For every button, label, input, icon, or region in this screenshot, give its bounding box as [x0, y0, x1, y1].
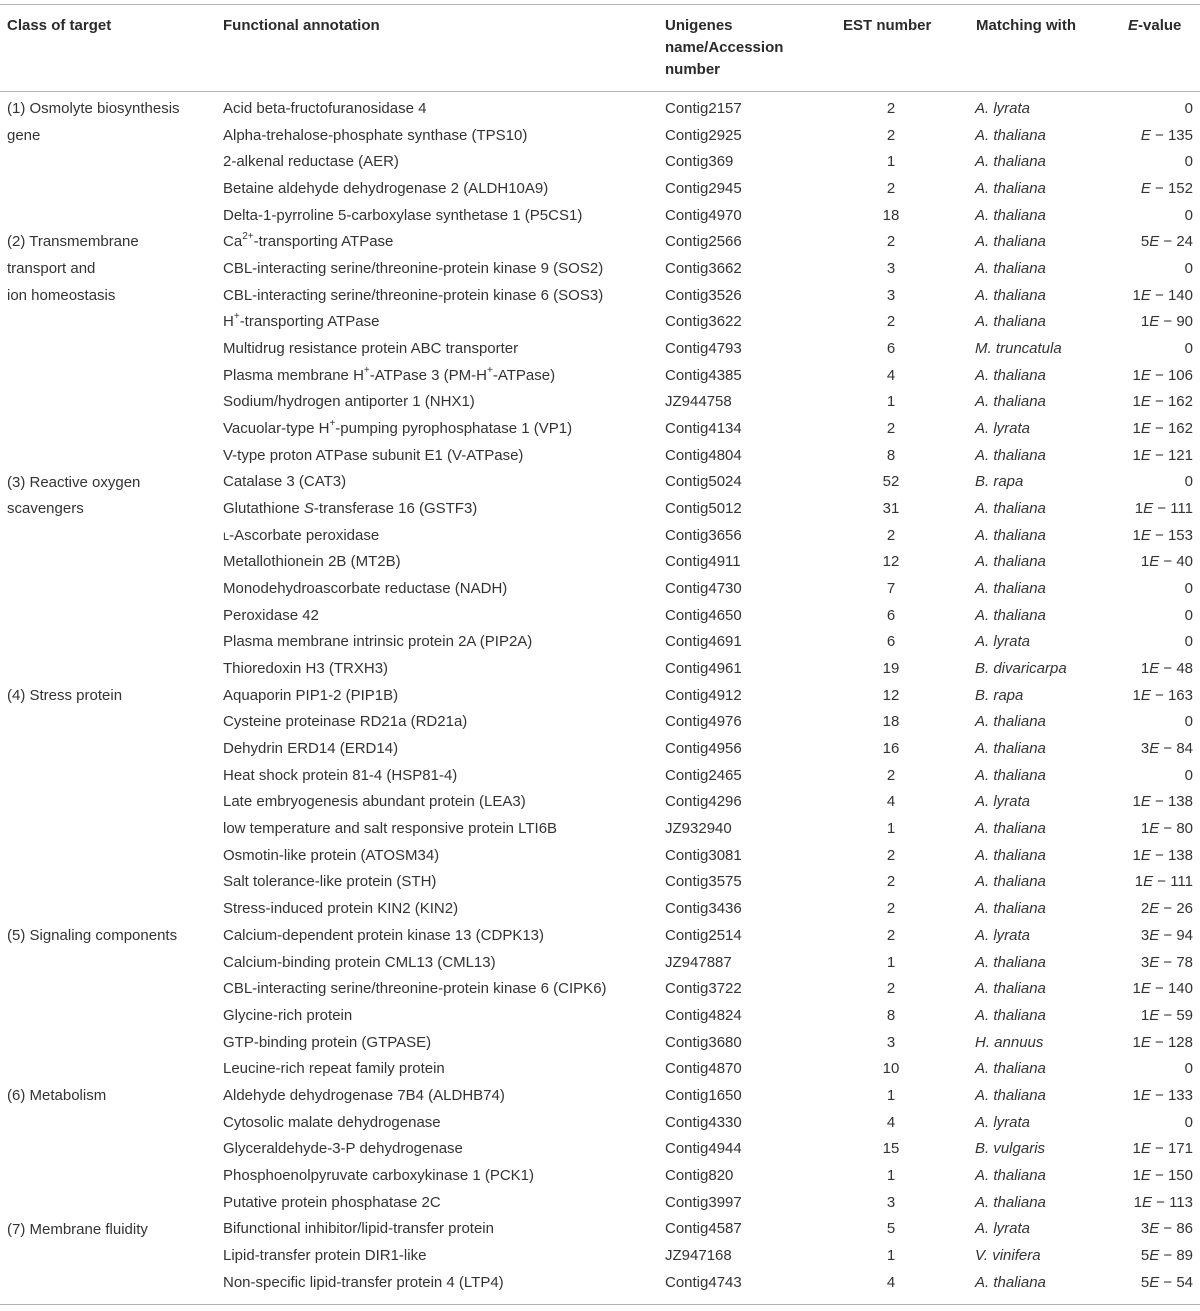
- matching-species-cell: A. thaliana: [975, 446, 1046, 464]
- functional-annotation-cell: Sodium/hydrogen antiporter 1 (NHX1): [223, 393, 475, 411]
- unigene-cell: Contig4912: [665, 686, 742, 704]
- unigene-cell: Contig4691: [665, 633, 742, 651]
- table-row: [0, 523, 1200, 550]
- evalue-cell: 1E − 162: [1132, 393, 1193, 411]
- matching-species-cell: B. vulgaris: [975, 1140, 1046, 1158]
- evalue-cell: E − 152: [1140, 180, 1193, 198]
- est-number-cell: 2: [886, 766, 896, 784]
- table-row: [0, 709, 1200, 736]
- matching-species-cell: A. thaliana: [975, 846, 1046, 864]
- est-number-cell: 31: [882, 500, 900, 518]
- unigene-cell: Contig4944: [665, 1140, 742, 1158]
- class-of-target-cell: [7, 923, 207, 950]
- est-number-cell: 2: [886, 980, 896, 998]
- matching-species-cell: A. thaliana: [975, 820, 1046, 838]
- class-of-target-cell: [7, 470, 207, 523]
- matching-species-cell: A. thaliana: [975, 953, 1046, 971]
- evalue-cell: 5E − 24: [1140, 233, 1193, 251]
- evalue-cell: 1E − 150: [1132, 1166, 1193, 1184]
- class-of-target-cell: [7, 683, 207, 710]
- evalue-cell: 1E − 163: [1132, 686, 1193, 704]
- functional-annotation-cell: Catalase 3 (CAT3): [223, 473, 347, 491]
- est-number-cell: 15: [882, 1140, 900, 1158]
- functional-annotation-cell: CBL-interacting serine/threonine-protein kinase 6 (SOS3): [223, 286, 604, 304]
- table-body: [0, 96, 1200, 1296]
- class-of-target-line: (6) Metabolism: [7, 1087, 107, 1105]
- unigene-cell: Contig2514: [665, 926, 742, 944]
- evalue-cell: E − 135: [1140, 126, 1193, 144]
- evalue-cell: 1E − 40: [1140, 553, 1193, 571]
- table-row: [0, 149, 1200, 176]
- est-number-cell: 2: [886, 926, 896, 944]
- evalue-cell: 5E − 89: [1140, 1246, 1193, 1264]
- matching-species-cell: A. thaliana: [975, 1166, 1046, 1184]
- table-row: [0, 1110, 1200, 1137]
- unigene-cell: Contig3081: [665, 846, 742, 864]
- bottom-rule: [0, 1304, 1200, 1305]
- matching-species-cell: V. vinifera: [975, 1246, 1041, 1264]
- functional-annotation-cell: Peroxidase 42: [223, 606, 319, 624]
- matching-species-cell: A. thaliana: [975, 1086, 1046, 1104]
- est-number-cell: 52: [882, 473, 900, 491]
- class-of-target-cell: [7, 1217, 207, 1244]
- matching-species-cell: A. thaliana: [975, 286, 1046, 304]
- est-number-cell: 2: [886, 846, 896, 864]
- table-row: [0, 416, 1200, 443]
- matching-species-cell: A. thaliana: [975, 580, 1046, 598]
- evalue-cell: 0: [1184, 153, 1193, 171]
- functional-annotation-cell: CBL-interacting serine/threonine-protein kinase 6 (CIPK6): [223, 980, 607, 998]
- table-row: [0, 896, 1200, 923]
- evalue-cell: 3E − 86: [1140, 1220, 1193, 1238]
- evalue-cell: 2E − 26: [1140, 900, 1193, 918]
- matching-species-cell: A. lyrata: [975, 633, 1031, 651]
- est-number-cell: 3: [886, 1193, 896, 1211]
- unigene-cell: Contig4824: [665, 1006, 742, 1024]
- table-row: [0, 763, 1200, 790]
- functional-annotation-cell: Calcium-dependent protein kinase 13 (CDPK13): [223, 926, 545, 944]
- header-evalue-rest: -value: [1138, 17, 1182, 34]
- functional-annotation-cell: Glyceraldehyde-3-P dehydrogenase: [223, 1140, 463, 1158]
- est-number-cell: 6: [886, 633, 896, 651]
- evalue-cell: 1E − 48: [1140, 660, 1193, 678]
- table-row: [0, 976, 1200, 1003]
- class-of-target-line: ion homeostasis: [7, 286, 116, 304]
- est-number-cell: 3: [886, 286, 896, 304]
- matching-species-cell: A. thaliana: [975, 873, 1046, 891]
- est-number-cell: 1: [886, 820, 896, 838]
- est-number-cell: 18: [882, 713, 900, 731]
- evalue-cell: 0: [1184, 580, 1193, 598]
- evalue-cell: 1E − 140: [1132, 286, 1193, 304]
- header-unigenes-line2: name/Accession: [665, 39, 784, 56]
- evalue-cell: 1E − 140: [1132, 980, 1193, 998]
- est-number-cell: 18: [882, 206, 900, 224]
- table-row: [0, 389, 1200, 416]
- evalue-cell: 1E − 113: [1133, 1193, 1193, 1211]
- est-number-cell: 1: [886, 393, 896, 411]
- unigene-cell: Contig369: [665, 153, 734, 171]
- header-est: EST number: [843, 17, 932, 34]
- est-number-cell: 3: [886, 260, 896, 278]
- unigene-cell: Contig4587: [665, 1220, 742, 1238]
- functional-annotation-cell: Metallothionein 2B (MT2B): [223, 553, 401, 571]
- est-number-cell: 2: [886, 873, 896, 891]
- matching-species-cell: A. thaliana: [975, 260, 1046, 278]
- unigene-cell: Contig3997: [665, 1193, 742, 1211]
- table-row: [0, 950, 1200, 977]
- table-row: [0, 843, 1200, 870]
- functional-annotation-cell: Late embryogenesis abundant protein (LEA3): [223, 793, 526, 811]
- evalue-cell: 1E − 138: [1132, 793, 1193, 811]
- est-number-cell: 6: [886, 606, 896, 624]
- unigene-cell: Contig5024: [665, 473, 742, 491]
- est-number-cell: 16: [882, 740, 900, 758]
- evalue-cell: 1E − 133: [1132, 1086, 1193, 1104]
- functional-annotation-cell: low temperature and salt responsive protein LTI6B: [223, 820, 558, 838]
- matching-species-cell: A. thaliana: [975, 1006, 1046, 1024]
- unigene-cell: Contig4385: [665, 366, 742, 384]
- matching-species-cell: A. thaliana: [975, 206, 1046, 224]
- functional-annotation-cell: Vacuolar-type H+-pumping pyrophosphatase 1 (VP1): [223, 418, 573, 438]
- matching-species-cell: A. thaliana: [975, 526, 1046, 544]
- unigene-cell: Contig4296: [665, 793, 742, 811]
- table-row: [0, 1136, 1200, 1163]
- est-number-cell: 6: [886, 340, 896, 358]
- functional-annotation-cell: L-Ascorbate peroxidase: [223, 526, 380, 544]
- functional-annotation-cell: Thioredoxin H3 (TRXH3): [223, 660, 389, 678]
- functional-annotation-cell: Alpha-trehalose-phosphate synthase (TPS10): [223, 126, 528, 144]
- functional-annotation-cell: Calcium-binding protein CML13 (CML13): [223, 953, 496, 971]
- est-number-cell: 4: [886, 793, 896, 811]
- header-unigenes: [665, 15, 815, 81]
- matching-species-cell: B. rapa: [975, 473, 1024, 491]
- unigene-cell: Contig3526: [665, 286, 742, 304]
- table-row: [0, 1190, 1200, 1217]
- matching-species-cell: A. thaliana: [975, 980, 1046, 998]
- functional-annotation-cell: $Ca^{2+}$-transporting ATPase: [223, 231, 394, 251]
- functional-annotation-cell: Phosphoenolpyruvate carboxykinase 1 (PCK1): [223, 1166, 535, 1184]
- evalue-cell: 1E − 80: [1140, 820, 1193, 838]
- est-number-cell: 1: [886, 1086, 896, 1104]
- functional-annotation-cell: Lipid-transfer protein DIR1-like: [223, 1246, 427, 1264]
- functional-annotation-cell: Delta-1-pyrroline 5-carboxylase synthetase 1 (P5CS1): [223, 206, 583, 224]
- est-number-cell: 12: [882, 686, 900, 704]
- evalue-cell: 0: [1184, 206, 1193, 224]
- matching-species-cell: A. thaliana: [975, 393, 1046, 411]
- matching-species-cell: M. truncatula: [975, 340, 1062, 358]
- unigene-cell: Contig4134: [665, 420, 742, 438]
- functional-annotation-cell: Salt tolerance-like protein (STH): [223, 873, 437, 891]
- unigene-cell: Contig820: [665, 1166, 734, 1184]
- unigene-cell: Contig5012: [665, 500, 742, 518]
- functional-annotation-cell: Plasma membrane intrinsic protein 2A (PIP2A): [223, 633, 533, 651]
- table-row: [0, 1056, 1200, 1083]
- evalue-cell: 0: [1184, 633, 1193, 651]
- matching-species-cell: A. thaliana: [975, 1193, 1046, 1211]
- class-of-target-line: gene: [7, 126, 41, 144]
- table-row: [0, 1030, 1200, 1057]
- unigene-cell: Contig4970: [665, 206, 742, 224]
- evalue-cell: 0: [1184, 260, 1193, 278]
- table-row: [0, 629, 1200, 656]
- functional-annotation-cell: 2-alkenal reductase (AER): [223, 153, 399, 171]
- unigene-cell: Contig2157: [665, 100, 742, 117]
- table-row: [0, 603, 1200, 630]
- matching-species-cell: A. thaliana: [975, 900, 1046, 918]
- unigene-cell: Contig4650: [665, 606, 742, 624]
- evalue-cell: 1E − 111: [1134, 873, 1193, 891]
- est-number-cell: 10: [882, 1060, 900, 1078]
- unigene-cell: JZ932940: [665, 820, 732, 838]
- matching-species-cell: H. annuus: [975, 1033, 1044, 1051]
- evalue-cell: 1E − 59: [1140, 1006, 1193, 1024]
- table-row: [0, 549, 1200, 576]
- unigene-cell: Contig4743: [665, 1273, 742, 1291]
- evalue-cell: 0: [1184, 1060, 1193, 1078]
- unigene-cell: Contig4976: [665, 713, 742, 731]
- class-of-target-cell: [7, 1083, 207, 1110]
- table-row: [0, 736, 1200, 763]
- matching-species-cell: A. thaliana: [975, 313, 1046, 331]
- class-of-target-line: (4) Stress protein: [7, 686, 123, 704]
- class-of-target-line: (2) Transmembrane: [7, 233, 139, 251]
- est-number-cell: 4: [886, 366, 896, 384]
- unigene-cell: Contig4961: [665, 660, 742, 678]
- est-number-cell: 4: [886, 1273, 896, 1291]
- unigene-cell: Contig2945: [665, 180, 742, 198]
- est-number-cell: 1: [886, 1246, 896, 1264]
- unigene-cell: Contig4956: [665, 740, 742, 758]
- est-number-cell: 2: [886, 526, 896, 544]
- unigene-cell: Contig3680: [665, 1033, 742, 1051]
- table-row: [0, 1243, 1200, 1270]
- class-of-target-cell: [7, 229, 207, 309]
- matching-species-cell: A. thaliana: [975, 766, 1046, 784]
- evalue-cell: 3E − 78: [1140, 953, 1193, 971]
- unigene-cell: Contig4330: [665, 1113, 742, 1131]
- matching-species-cell: A. thaliana: [975, 1273, 1046, 1291]
- functional-annotation-cell: Putative protein phosphatase 2C: [223, 1193, 441, 1211]
- unigene-cell: Contig4793: [665, 340, 742, 358]
- est-number-cell: 8: [886, 1006, 896, 1024]
- unigene-cell: Contig3656: [665, 526, 742, 544]
- evalue-cell: 1E − 128: [1132, 1033, 1193, 1051]
- evalue-cell: 1E − 111: [1134, 500, 1193, 518]
- functional-annotation-cell: CBL-interacting serine/threonine-protein kinase 9 (SOS2): [223, 260, 604, 278]
- unigene-cell: Contig4730: [665, 580, 742, 598]
- est-number-cell: 2: [886, 313, 896, 331]
- header-rule: [0, 91, 1200, 92]
- table-row: [0, 789, 1200, 816]
- matching-species-cell: A. lyrata: [975, 1220, 1031, 1238]
- est-number-cell: 1: [886, 153, 896, 171]
- est-number-cell: 2: [886, 100, 896, 117]
- table-row: [0, 443, 1200, 470]
- matching-species-cell: A. thaliana: [975, 713, 1046, 731]
- unigene-cell: Contig3575: [665, 873, 742, 891]
- class-of-target-line: transport and: [7, 260, 96, 278]
- unigene-cell: Contig2465: [665, 766, 742, 784]
- est-number-cell: 3: [886, 1033, 896, 1051]
- unigene-cell: Contig4804: [665, 446, 742, 464]
- evalue-cell: 1E − 90: [1140, 313, 1193, 331]
- functional-annotation-cell: GTP-binding protein (GTPASE): [223, 1033, 432, 1051]
- class-of-target-line: (3) Reactive oxygen: [7, 473, 141, 491]
- table-row: [0, 309, 1200, 336]
- functional-annotation-cell: Acid beta-fructofuranosidase 4: [223, 100, 427, 117]
- unigene-cell: Contig2925: [665, 126, 742, 144]
- class-of-target-cell: [7, 96, 207, 149]
- unigene-cell: JZ944758: [665, 393, 732, 411]
- evalue-cell: 1E − 121: [1132, 446, 1193, 464]
- est-number-cell: 2: [886, 233, 896, 251]
- matching-species-cell: A. lyrata: [975, 1113, 1031, 1131]
- matching-species-cell: A. lyrata: [975, 793, 1031, 811]
- matching-species-cell: A. thaliana: [975, 126, 1046, 144]
- evalue-cell: 5E − 54: [1140, 1273, 1193, 1291]
- est-number-cell: 1: [886, 953, 896, 971]
- table-row: [0, 576, 1200, 603]
- evalue-cell: 1E − 162: [1132, 420, 1193, 438]
- est-number-cell: 7: [886, 580, 896, 598]
- matching-species-cell: A. thaliana: [975, 153, 1046, 171]
- matching-species-cell: B. divaricarpa: [975, 660, 1067, 678]
- table-row: [0, 816, 1200, 843]
- functional-annotation-cell: Bifunctional inhibitor/lipid-transfer protein: [223, 1220, 494, 1238]
- unigene-cell: JZ947168: [665, 1246, 732, 1264]
- unigene-cell: Contig3436: [665, 900, 742, 918]
- unigene-cell: Contig1650: [665, 1086, 742, 1104]
- est-number-cell: 19: [882, 660, 900, 678]
- evalue-cell: 1E − 171: [1132, 1140, 1193, 1158]
- functional-annotation-cell: Non-specific lipid-transfer protein 4 (LTP4): [223, 1273, 504, 1291]
- functional-annotation-cell: Plasma membrane H+-ATPase 3 (PM-H+-ATPase): [223, 364, 556, 384]
- est-number-cell: 2: [886, 126, 896, 144]
- header-functional: Functional annotation: [223, 17, 380, 34]
- table-row: [0, 656, 1200, 683]
- header-unigenes-line3: number: [665, 61, 721, 78]
- header-class: Class of target: [7, 17, 112, 34]
- unigene-cell: JZ947887: [665, 953, 732, 971]
- table-row: [0, 336, 1200, 363]
- functional-annotation-cell: Aquaporin PIP1-2 (PIP1B): [223, 686, 399, 704]
- unigene-cell: Contig4870: [665, 1060, 742, 1078]
- matching-species-cell: A. thaliana: [975, 1060, 1046, 1078]
- matching-species-cell: A. thaliana: [975, 366, 1046, 384]
- evalue-cell: 1E − 153: [1132, 526, 1193, 544]
- class-of-target-line: (7) Membrane fluidity: [7, 1220, 148, 1238]
- functional-annotation-cell: Glycine-rich protein: [223, 1006, 353, 1024]
- class-of-target-line: (5) Signaling components: [7, 927, 178, 945]
- functional-annotation-cell: Monodehydroascorbate reductase (NADH): [223, 580, 508, 598]
- functional-annotation-cell: Aldehyde dehydrogenase 7B4 (ALDHB74): [223, 1086, 505, 1104]
- evalue-cell: 0: [1184, 340, 1193, 358]
- unigene-cell: Contig3722: [665, 980, 742, 998]
- evalue-cell: 1E − 138: [1132, 846, 1193, 864]
- est-number-cell: 4: [886, 1113, 896, 1131]
- class-of-target-line: (1) Osmolyte biosynthesis: [7, 100, 180, 117]
- est-number-cell: 12: [882, 553, 900, 571]
- evalue-cell: 0: [1184, 606, 1193, 624]
- evalue-cell: 0: [1184, 713, 1193, 731]
- evalue-cell: 0: [1184, 100, 1193, 117]
- matching-species-cell: A. lyrata: [975, 926, 1031, 944]
- functional-annotation-cell: Betaine aldehyde dehydrogenase 2 (ALDH10A9): [223, 180, 549, 198]
- unigene-cell: Contig3662: [665, 260, 742, 278]
- unigene-cell: Contig3622: [665, 313, 742, 331]
- table-row: [0, 363, 1200, 390]
- matching-species-cell: A. thaliana: [975, 553, 1046, 571]
- matching-species-cell: A. thaliana: [975, 500, 1046, 518]
- top-rule: [0, 4, 1200, 5]
- matching-species-cell: A. thaliana: [975, 740, 1046, 758]
- table-row: [0, 1163, 1200, 1190]
- table-row: [0, 1003, 1200, 1030]
- functional-annotation-cell: Stress-induced protein KIN2 (KIN2): [223, 900, 459, 918]
- matching-species-cell: A. thaliana: [975, 233, 1046, 251]
- functional-annotation-cell: V-type proton ATPase subunit E1 (V-ATPase): [223, 446, 524, 464]
- est-number-cell: 1: [886, 1166, 896, 1184]
- matching-species-cell: A. thaliana: [975, 606, 1046, 624]
- matching-species-cell: A. lyrata: [975, 100, 1031, 117]
- matching-species-cell: A. thaliana: [975, 180, 1046, 198]
- evalue-cell: 1E − 106: [1132, 366, 1193, 384]
- evalue-cell: 0: [1184, 473, 1193, 491]
- matching-species-cell: B. rapa: [975, 686, 1024, 704]
- functional-annotation-cell: Cysteine proteinase RD21a (RD21a): [223, 713, 468, 731]
- est-number-cell: 2: [886, 420, 896, 438]
- header-matching: Matching with: [976, 17, 1076, 34]
- table-row: [0, 869, 1200, 896]
- evalue-cell: 3E − 84: [1140, 740, 1193, 758]
- matching-species-cell: A. lyrata: [975, 420, 1031, 438]
- est-number-cell: 2: [886, 180, 896, 198]
- header-evalue-italic: E: [1128, 17, 1139, 34]
- functional-annotation-cell: Cytosolic malate dehydrogenase: [223, 1113, 441, 1131]
- functional-annotation-cell: Heat shock protein 81-4 (HSP81-4): [223, 766, 458, 784]
- table-row: [0, 176, 1200, 203]
- functional-annotation-cell: Dehydrin ERD14 (ERD14): [223, 740, 399, 758]
- functional-annotation-cell: Multidrug resistance protein ABC transporter: [223, 340, 519, 358]
- est-number-cell: 8: [886, 446, 896, 464]
- est-number-cell: 2: [886, 900, 896, 918]
- evalue-cell: 0: [1184, 766, 1193, 784]
- functional-annotation-cell: Glutathione S-transferase 16 (GSTF3): [223, 500, 478, 518]
- unigene-cell: Contig4911: [665, 553, 741, 571]
- header-unigenes-line1: Unigenes: [665, 17, 733, 34]
- functional-annotation-cell: Osmotin-like protein (ATOSM34): [223, 846, 440, 864]
- evalue-cell: 0: [1184, 1113, 1193, 1131]
- functional-annotation-cell: Leucine-rich repeat family protein: [223, 1060, 445, 1078]
- evalue-cell: 3E − 94: [1140, 926, 1193, 944]
- table-row: [0, 1270, 1200, 1297]
- header-evalue: [1128, 15, 1181, 37]
- functional-annotation-cell: H+-transporting ATPase: [223, 311, 380, 331]
- est-number-cell: 5: [886, 1220, 896, 1238]
- class-of-target-line: scavengers: [7, 500, 84, 518]
- unigene-cell: Contig2566: [665, 233, 742, 251]
- table-row: [0, 203, 1200, 230]
